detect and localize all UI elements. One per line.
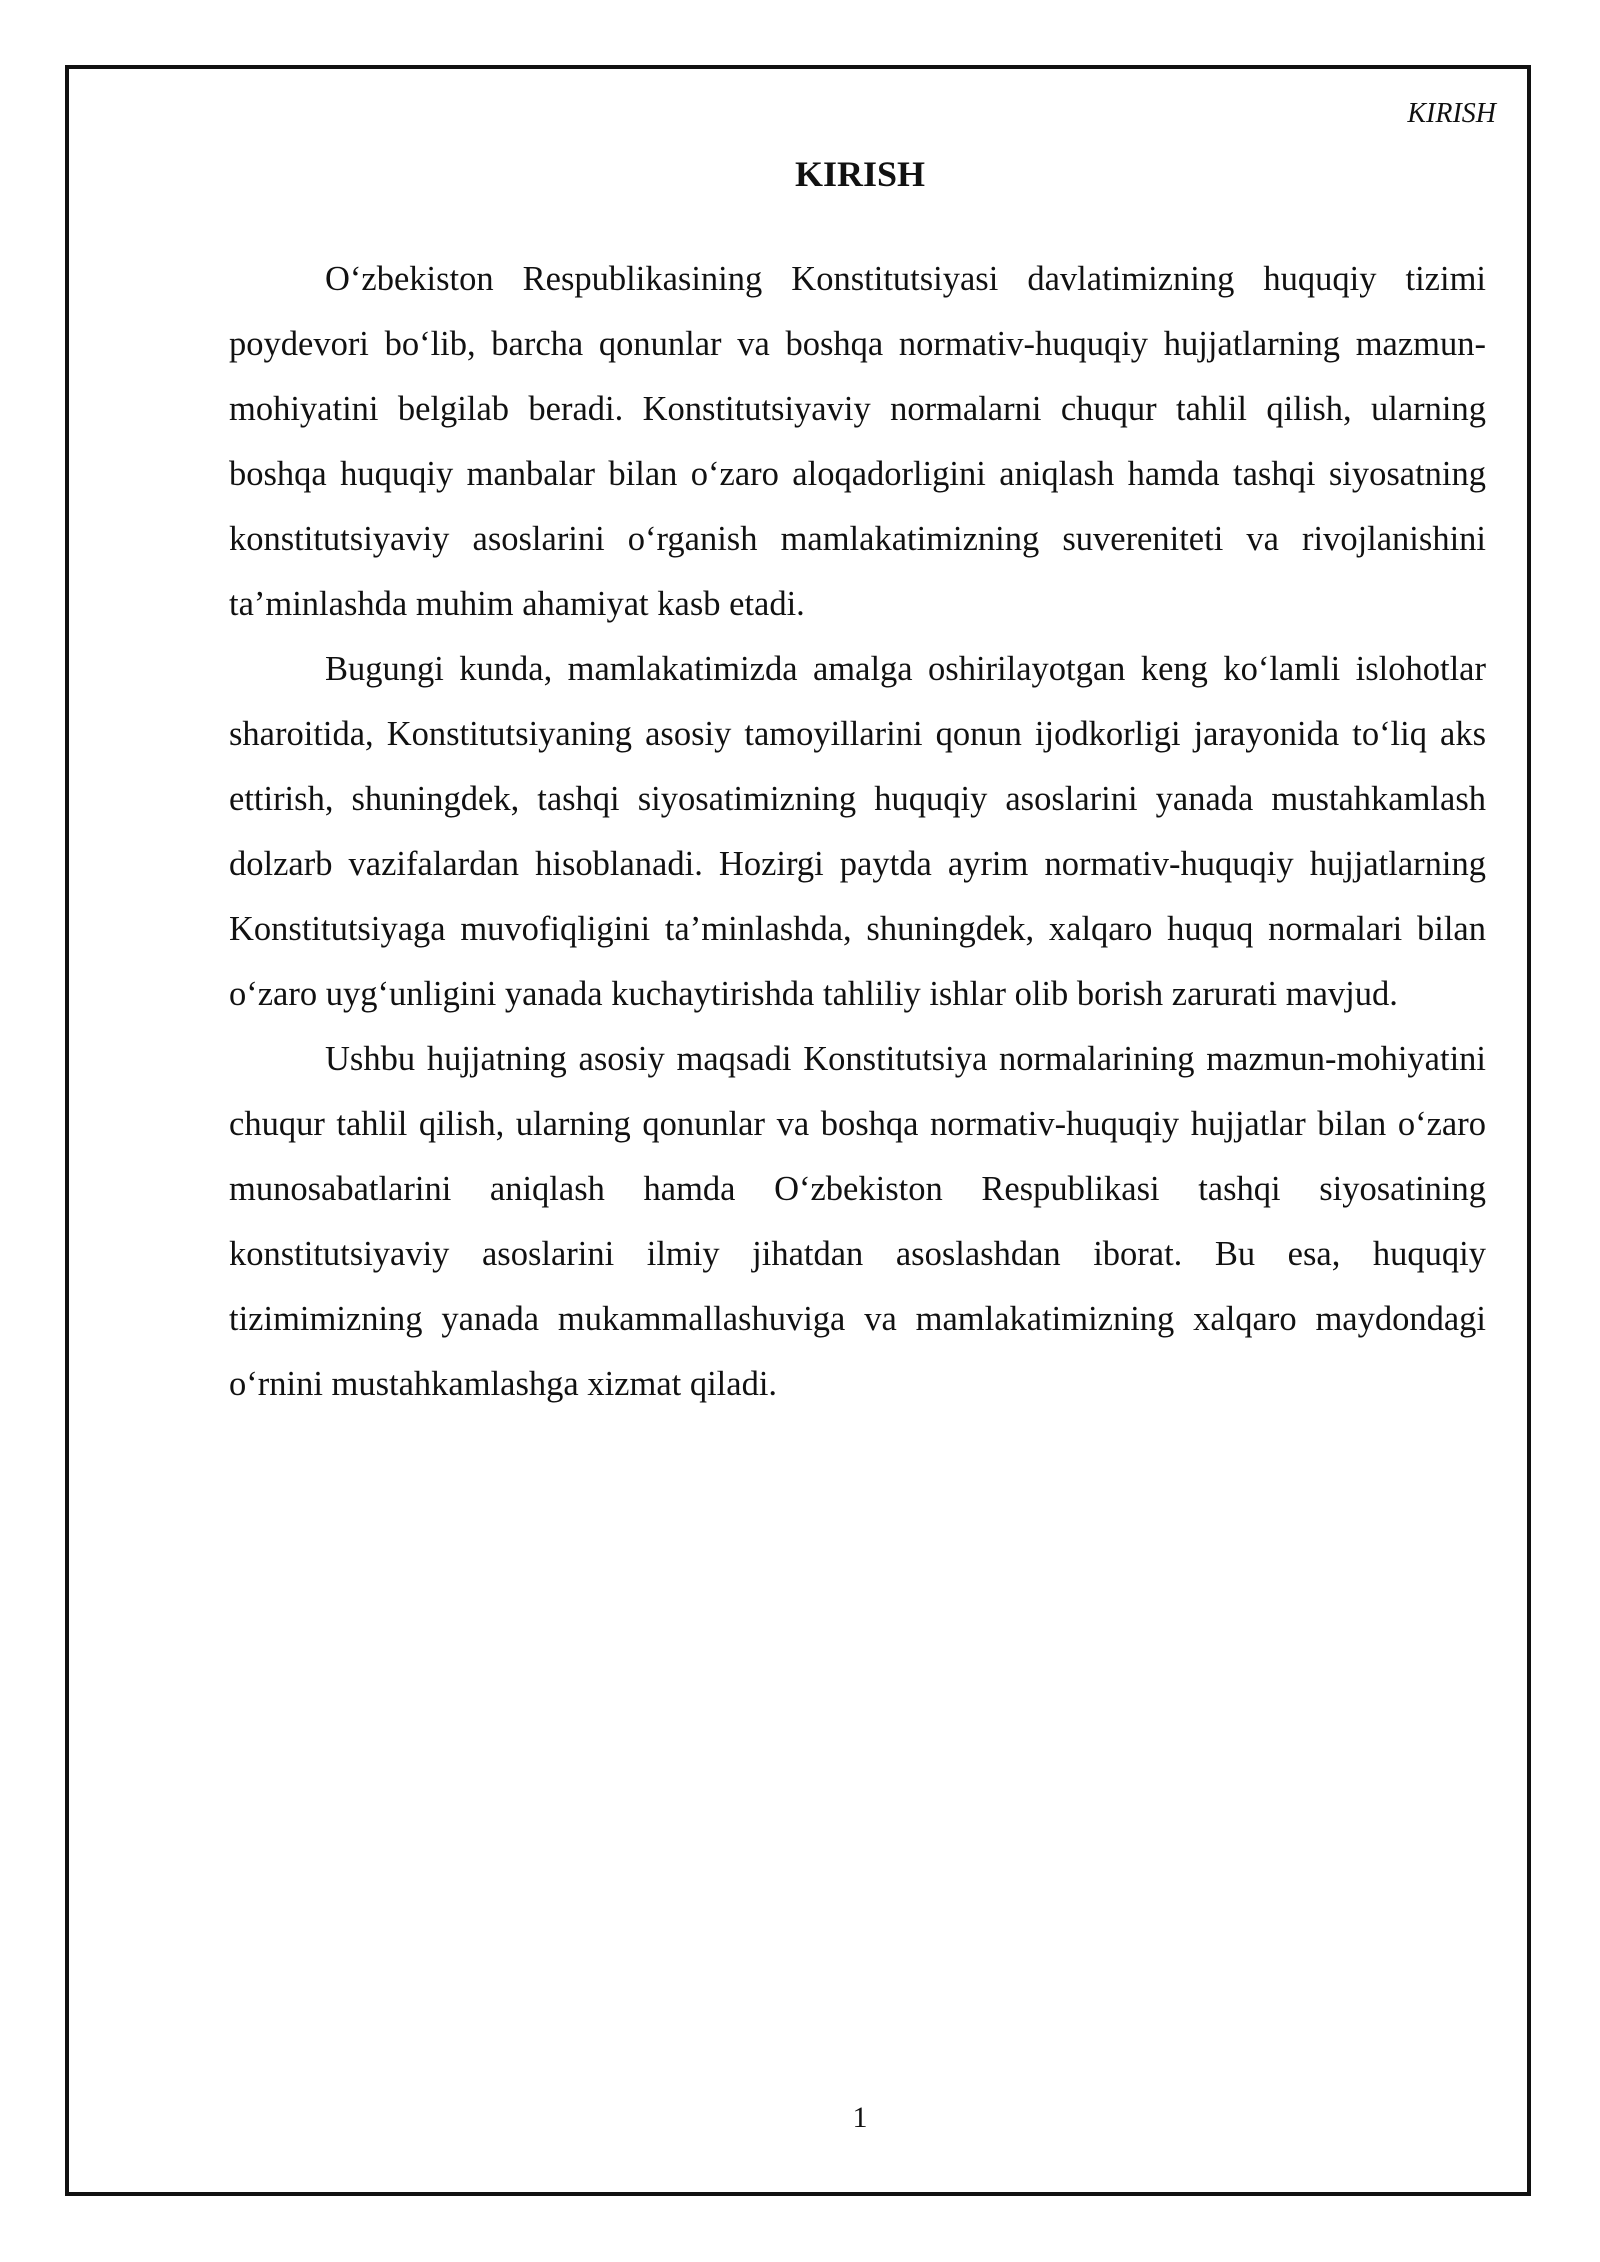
document-body (229, 247, 1486, 1417)
paragraph-3: Ushbu hujjatning asosiy maqsadi Konstitutsiya normalarining mazmun-mohiyatini chuqur tahlil qilish, ularning qonunlar va boshqa normativ-huquqiy hujjatlar bilan o‘zaro munosabatlarini aniqlash hamda O‘zbekiston Respublikasi tashqi siyosatining konstitutsiyaviy asoslarini ilmiy jihatdan asoslashdan iborat. Bu esa, huquqiy tizimimizning yanada mukammallashuviga va mamlakatimizning xalqaro maydondagi o‘rnini mustahkamlashga xizmat qiladi. (229, 1040, 1486, 1403)
page-number: 1 (852, 2101, 868, 2134)
page-title: KIRISH (794, 154, 926, 194)
paragraph-2: Bugungi kunda, mamlakatimizda amalga oshirilayotgan keng ko‘lamli islohotlar sharoitida, Konstitutsiyaning asosiy tamoyillarini qonun ijodkorligi jarayonida to‘liq aks ettirish, shuningdek, tashqi siyosatimizning huquqiy asoslarini yanada mustahkamlash dolzarb vazifalardan hisoblanadi. Hozirgi paytda ayrim normativ-huquqiy hujjatlarning Konstitutsiyaga muvofiqligini ta’minlashda, shuningdek, xalqaro huquq normalari bilan o‘zaro uyg‘unligini yanada kuchaytirishda tahliliy ishlar olib borish zarurati mavjud. (229, 650, 1486, 1013)
paragraph-1: O‘zbekiston Respublikasining Konstitutsiyasi davlatimizning huquqiy tizimi poydevori bo‘lib, barcha qonunlar va boshqa normativ-huquqiy hujjatlarning mazmun-mohiyatini belgilab beradi. Konstitutsiyaviy normalarni chuqur tahlil qilish, ularning boshqa huquqiy manbalar bilan o‘zaro aloqadorligini aniqlash hamda tashqi siyosatning konstitutsiyaviy asoslarini o‘rganish mamlakatimizning suvereniteti va rivojlanishini ta’minlashda muhim ahamiyat kasb etadi. (229, 260, 1486, 623)
running-header: KIRISH (1407, 98, 1496, 129)
